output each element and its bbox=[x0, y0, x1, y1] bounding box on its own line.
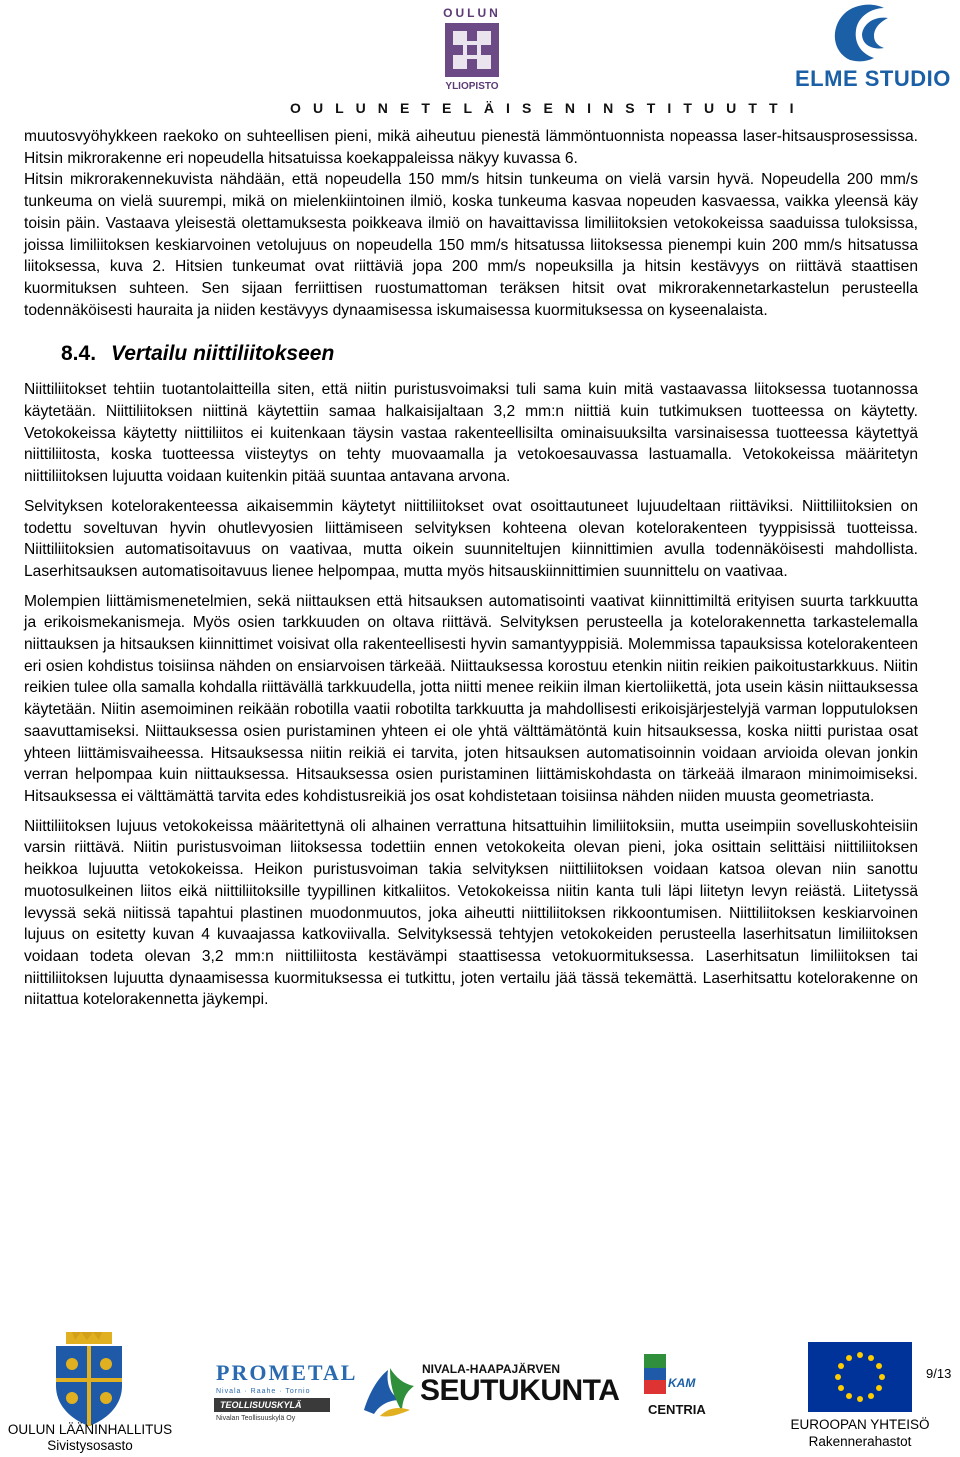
elme-swirl-icon bbox=[792, 0, 942, 66]
prometal-logo bbox=[214, 1360, 358, 1426]
paragraph-intro-2: Hitsin mikrorakennekuvista nähdään, että nopeudella 150 mm/s hitsin tunkeuma on vielä varsin hyvä. Nopeudella 200 mm/s tunkeuma on vielä suurempi, mikä on mielenkiintoinen ilmiö, koska tunkeuma kasvaa nopeuden kasvaessa, vaikka yleensä käy toisin päin. Vastaava yleisestä olettamuksesta poikkeava ilmiö on havaittavissa limiliitoksien vetokokeissa saaduissa tuloksissa, joissa limiliitoksen keskiarvoinen vetolujuus on nopeudella 150 mm/s hitsatussa liitoksessa pienempi kuin 200 mm/s hitsatussa liitoksessa, kuva 2. Hitsien tunkeumat ovat riittäviä jopa 200 mm/s nopeuksilla ja hitsin kestävyys on riittävä staattisen kuormituksen suhteen. Sen sijaan ferriittisen ruostumattoman teräksen hitsit ovat mikrorakennetarkastelun perusteella todennäköisesti hauraita ja niiden kestävyys dynaamisessa iskumaisessa kuormituksessa on kyseenalaista. bbox=[24, 171, 918, 319]
kam-emblem-icon bbox=[644, 1354, 666, 1394]
university-emblem-icon bbox=[445, 23, 499, 77]
prometal-wordmark: PROMETAL bbox=[216, 1360, 358, 1385]
elme-studio-logo bbox=[792, 0, 951, 100]
page-header bbox=[0, 0, 960, 118]
org-name: OULUN LÄÄNINHALLITUS bbox=[7, 1422, 173, 1437]
seutukunta-wordmark: SEUTUKUNTA bbox=[420, 1374, 620, 1407]
eu-name: EUROOPAN YHTEISÖ bbox=[790, 1417, 930, 1432]
org-department: Sivistysosasto bbox=[47, 1438, 133, 1453]
page-footer bbox=[0, 1320, 960, 1457]
section-title: Vertailu niittiliitokseen bbox=[111, 342, 335, 366]
page-number: 9/13 bbox=[926, 1366, 952, 1381]
section-number: 8.4. bbox=[61, 342, 97, 366]
seutukunta-region: NIVALA-HAAPAJÄRVEN bbox=[422, 1362, 561, 1376]
teollisuuskyla-company: Nivalan Teollisuuskylä Oy bbox=[216, 1415, 296, 1422]
paragraph-3: Molempien liittämismenetelmien, sekä niittauksen että hitsauksen automatisointi vaativat kiinnittimiltä erityisen suurta tarkkuutta ja erikoismekanismeja. Myös osien tarkkuuden on oltava riittävä. Selvityksen perusteella ja kotelorakennetta tarkastelemalla niittauksen ja hitsauksen kiinnittimet voisivat olla rakenteellisesti hyvin samantyyppisiä. Molemmissa tapauksissa kotelorakenteen eri osien kohdistus toisiinsa nähden on ensiarvoisen tärkeää. Niittauksessa korostuu etenkin niitin reikien paikoitustarkkuus. Niitin reikien tulee olla samalla kohdalla riittävällä tarkkuudella, jotta niitti menee reikiin ilman kiertoliikettä, jota usein käsin niittauksessa käytetään. Niitin asemoiminen reikään robotilla vaatii robotilta tarkkuutta ja mahdollisesti erikoisjärjestelyjä varman lopputuloksen saavuttamiseksi. Niittauksessa osien puristaminen yhteen ei ole yhtä välttämätöntä kuin hitsauksessa, koska niitti puristaa osat yhteen liittämisvaiheessa. Hitsauksessa niitin reikiä ei tarvita, joten hitsauksen automatisoinnin voidaan arvioida olevan jonkin verran helpompaa kuin niittauksessa. Hitsauksessa osien puristaminen liittämiskohdasta on tärkeää ilmaraon minimoimiseksi. Hitsauksessa ei välttämättä tarvita edes kohdistusreikiä jos osat kohdistetaan toisiinsa nähden niiden muusta geometriasta. bbox=[24, 592, 918, 805]
coat-of-arms-icon bbox=[52, 1332, 126, 1426]
teollisuuskyla-wordmark: TEOLLISUUSKYLÄ bbox=[214, 1398, 330, 1412]
eu-funds: Rakennerahastot bbox=[808, 1434, 912, 1449]
centria-wordmark: CENTRIA bbox=[648, 1402, 706, 1417]
centria-kam-logo bbox=[644, 1354, 734, 1420]
paragraph-2: Selvityksen kotelorakenteessa aikaisemmin käytetyt niittiliitokset ovat osoittautuneet lujuudeltaan riittäviksi. Niittiliitoksien on todettu soveltuvan hyvin ohutlevyosien liittämiseen selvityksen kohteena olevan kotelorakenteen tyyppisissä tuotteissa. Niittiliitoksien automatisoitavuus on vaativaa, mutta oikein suunniteltujen kiinnittimien avulla todennäköisesti mahdollista. Laserhitsauksen automatisoitavuus lienee helpompaa, mutta myös hitsauskiinnittimien suunnittelu on vaativaa. bbox=[24, 497, 918, 580]
kam-wordmark: KAM bbox=[668, 1376, 696, 1390]
eu-flag-icon bbox=[808, 1342, 912, 1412]
university-name-bottom: YLIOPISTO bbox=[445, 81, 499, 92]
prometal-towns: Nivala · Raahe · Tornio bbox=[216, 1388, 311, 1395]
document-body bbox=[24, 126, 918, 1011]
elme-studio-wordmark: ELME STUDIO bbox=[795, 66, 951, 91]
oulu-university-logo bbox=[442, 6, 502, 98]
university-name-top: OULUN bbox=[443, 6, 501, 20]
eu-label bbox=[770, 1416, 950, 1450]
lääninhallitus-label bbox=[0, 1422, 180, 1454]
paragraph-4: Niittiliitoksen lujuus vetokokeissa määritettynä oli alhainen verrattuna hitsattuihin limiliitoksiin, mutta useimpiin sovelluskohteisiin varsin riittävä. Niitin puristusvoiman liitoksessa todettiin ennen vetokokeita olevan pieni, joka osittain selittäisi niittiliitoksen heikkoa lujuutta vetokokeissa. Heikon puristusvoiman takia selvityksen niittiliitoksen voidaan katsoa olevan niin sanottu muotosulkeinen liitos eikä niittiliitoksille tyypillinen kitkaliitos. Vetokokeissa niitin kanta tuli läpi liitetyn levyn reiästä. Liitetyssä levyssä sekä niitissä tapahtui plastinen muodonmuutos, joka aiheutti niittiliitoksen rikkoontumisen. Niittiliitoksen keskiarvoinen lujuus on esitetty kuvan 4 kuvaajassa katkoviivalla. Selvityksessä tehtyjen vetokokeiden perusteella laserhitsatun limiliitoksen voidaan todeta olevan 3,2 mm:n niittiliitosta kestävämpi staattisessa vetokuormituksessa. Laserhitsatun limiliitoksen tai niittiliitoksen lujuutta dynaamisessa kuormituksessa ei tutkittu, joten vertailu jää tässä tekemättä. Laserhitsattu kotelorakenne on niitattua kotelorakennetta jäykempi. bbox=[24, 817, 918, 1009]
paragraph-1: Niittiliitokset tehtiin tuotantolaitteilla siten, että niitin puristusvoimaksi tuli sama kuin mitä vastaavassa liitoksessa tuotannossa käytetään. Niittiliitoksen niittinä käytettiin samaa halkaisijaltaan 3,2 mm:n niittiä kuin tutkimuksen tuotteessa on käytetty. Vetokokeissa käytetty niittiliitos ei kuitenkaan täysin vastaa rakenteellisilta ominaisuuksilta varsinaisessa tuotteessa käytettyä niittiliitosta, koska tuotteessa viisteytys on tehty muovaamalla ja vetokoesauvassa lastuamalla. Vetokokeissa määritetyn niittiliitoksen lujuutta voidaan kuitenkin pitää suuntaa antavana arvona. bbox=[24, 381, 918, 486]
seutukunta-emblem-icon bbox=[360, 1360, 418, 1420]
institute-name: O U L U N E T E L Ä I S E N I N S T I T U U T T I bbox=[290, 100, 798, 116]
seutukunta-logo bbox=[360, 1360, 620, 1426]
paragraph-intro-1: muutosvyöhykkeen raekoko on suhteellisen pieni, mikä aiheutuu pienestä lämmöntuonnista nopeassa laser-hitsausprosessissa. Hitsin mikrorakenne eri nopeudella hitsatuissa koekappaleissa näkyy kuvassa 6. bbox=[24, 128, 918, 167]
section-heading bbox=[61, 341, 918, 367]
